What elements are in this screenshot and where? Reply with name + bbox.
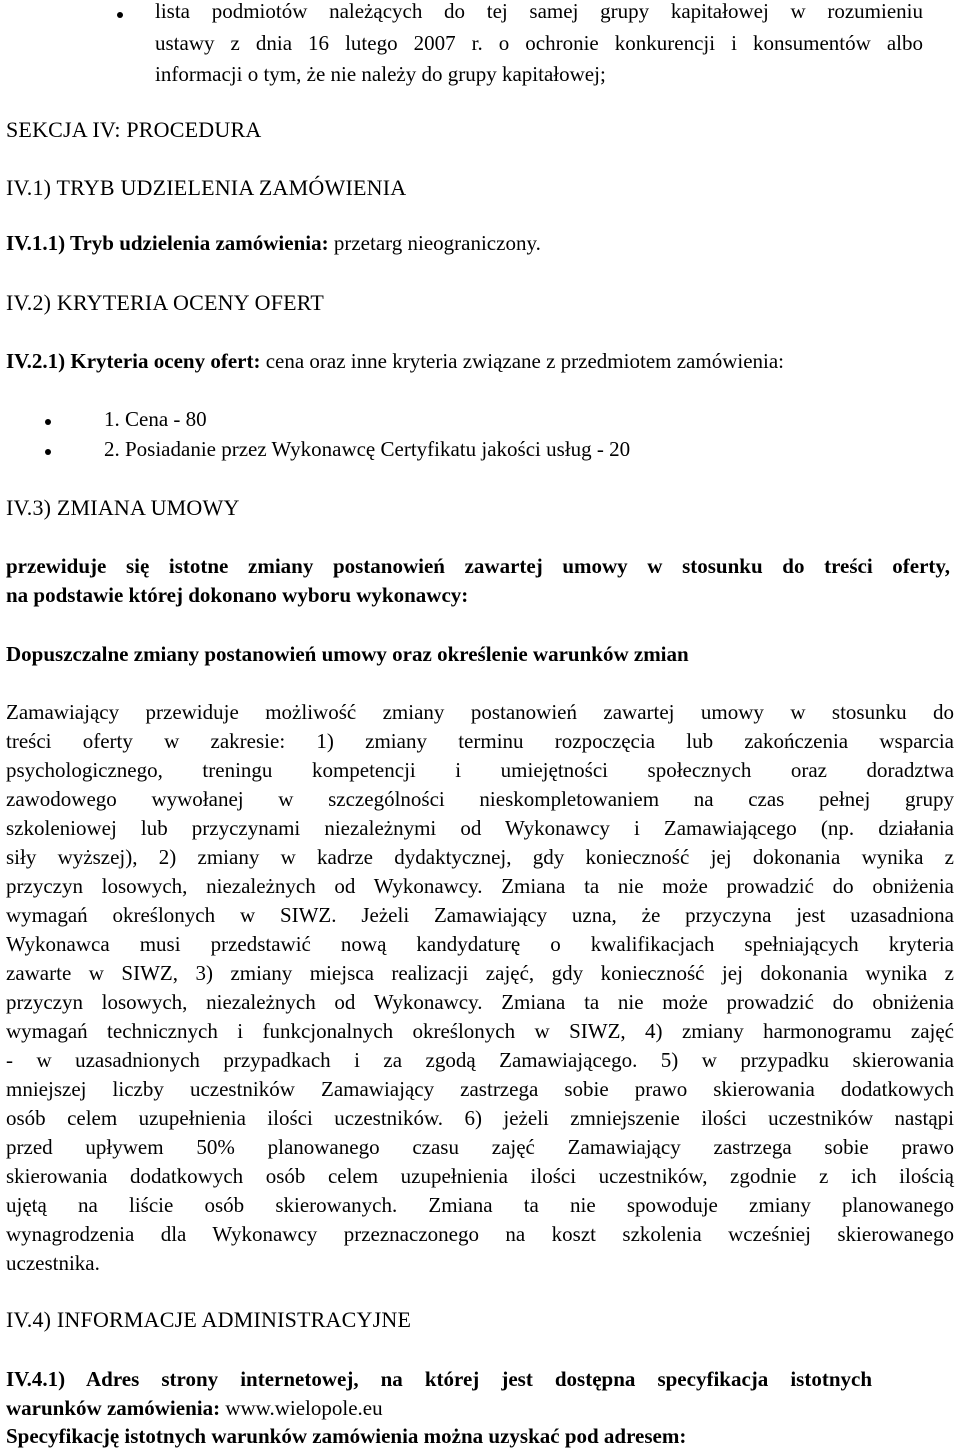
intro-bullet-line: lista podmiotów należących do tej samej grupy kapitałowej w rozumieniu (155, 0, 923, 23)
bullet-icon (45, 449, 51, 455)
iv3-body-line: przyczyn losowych, niezależnych od Wykonawcy. Zmiana ta nie może prowadzić do obniżenia (6, 990, 954, 1014)
iv1-heading: IV.1) TRYB UDZIELENIA ZAMÓWIENIA (6, 175, 407, 200)
iv3-body-line: treści oferty w zakresie: 1) zmiany terminu rozpoczęcia lub zakończenia wsparcia (6, 729, 954, 753)
iv21-label: IV.2.1) Kryteria oceny ofert: (6, 349, 261, 373)
iv3-subheading: Dopuszczalne zmiany postanowień umowy oraz określenie warunków zmian (6, 642, 689, 666)
iv3-body-line: przyczyn losowych, niezależnych od Wykonawcy. Zmiana ta nie może prowadzić do obniżenia (6, 874, 954, 898)
iv3-body-line: wynagrodzenia dla Wykonawcy przeznaczonego na koszt szkolenia wcześniej skierowanego (6, 1222, 954, 1246)
iv3-body-line: wymagań określonych w SIWZ. Jeżeli Zamawiający uzna, że przyczyna jest uzasadniona (6, 903, 954, 927)
specs-line: Specyfikację istotnych warunków zamówienia można uzyskać pod adresem: (6, 1424, 687, 1448)
iv3-body-line: szkoleniowej lub przyczynami niezależnymi od Wykonawcy i Zamawiającego (np. działania (6, 816, 954, 840)
iv41-row (6, 1394, 383, 1423)
iv11-row (6, 229, 541, 258)
iv21-row (6, 347, 784, 376)
iv21-value: cena oraz inne kryteria związane z przedmiotem zamówienia: (260, 349, 785, 373)
bullet-icon (45, 419, 51, 425)
iv3-body-line: skierowania dodatkowych osób celem uzupełnienia ilości uczestników, zgodnie z ich ilością (6, 1164, 954, 1188)
iv2-heading: IV.2) KRYTERIA OCENY OFERT (6, 290, 325, 315)
iv41-label: warunków zamówienia: (6, 1396, 221, 1420)
iv3-body-line: - w uzasadnionych przypadkach i za zgodą Zamawiającego. 5) w przypadku skierowania (6, 1048, 954, 1072)
iv3-bold-line: przewiduje się istotne zmiany postanowień zawartej umowy w stosunku do treści oferty, (6, 554, 950, 578)
criteria-item: 1. Cena - 80 (104, 407, 207, 431)
iv3-body-line: siły wyższej), 2) zmiany w kadrze dydaktycznej, gdy konieczność jej dokonania wynika z (6, 845, 954, 869)
iv3-heading: IV.3) ZMIANA UMOWY (6, 495, 240, 520)
iv11-label: IV.1.1) Tryb udzielenia zamówienia: (6, 231, 329, 255)
iv3-body-line: Wykonawca musi przedstawić nową kandydaturę o kwalifikacjach spełniających kryteria (6, 932, 954, 956)
iv41-label-line: IV.4.1) Adres strony internetowej, na której jest dostępna specyfikacja istotnych (6, 1367, 872, 1391)
intro-bullet-line: informacji o tym, że nie należy do grupy kapitałowej; (155, 62, 606, 86)
section-title: SEKCJA IV: PROCEDURA (6, 117, 262, 142)
iv3-body-line: Zamawiający przewiduje możliwość zmiany postanowień zawartej umowy w stosunku do (6, 700, 954, 724)
intro-bullet-line: ustawy z dnia 16 lutego 2007 r. o ochronie konkurencji i konsumentów albo (155, 31, 923, 55)
iv3-body-line: ujętą na liście osób skierowanych. Zmiana ta nie spowoduje zmiany planowanego (6, 1193, 954, 1217)
iv11-value: przetarg nieograniczony. (328, 231, 541, 255)
criteria-item: 2. Posiadanie przez Wykonawcę Certyfikatu jakości usług - 20 (104, 437, 631, 461)
iv3-body-line: zawarte w SIWZ, 3) zmiany miejsca realizacji zajęć, gdy konieczność jej dokonania wynika z (6, 961, 954, 985)
iv41-url-link[interactable]: www.wielopole.eu (220, 1396, 383, 1420)
iv3-body-line: przed upływem 50% planowanego czasu zajęć Zamawiający zastrzega sobie prawo (6, 1135, 954, 1159)
iv3-body-line: zawodowego wywołanej w szczególności nieskompletowaniem na czas pełnej grupy (6, 787, 954, 811)
iv3-body-line: osób celem uzupełnienia ilości uczestników. 6) jeżeli zmniejszenie ilości uczestników nastąpi (6, 1106, 954, 1130)
iv3-bold-line: na podstawie której dokonano wyboru wykonawcy: (6, 583, 469, 607)
iv3-body-line: uczestnika. (6, 1251, 100, 1275)
iv3-body-line: psychologicznego, treningu kompetencji i umiejętności społecznych oraz doradztwa (6, 758, 954, 782)
iv3-body-line: wymagań technicznych i funkcjonalnych określonych w SIWZ, 4) zmiany harmonogramu zajęć (6, 1019, 954, 1043)
bullet-icon (117, 12, 123, 18)
iv4-heading: IV.4) INFORMACJE ADMINISTRACYJNE (6, 1307, 412, 1332)
iv3-body-line: mniejszej liczby uczestników Zamawiający zastrzega sobie prawo skierowania dodatkowych (6, 1077, 954, 1101)
